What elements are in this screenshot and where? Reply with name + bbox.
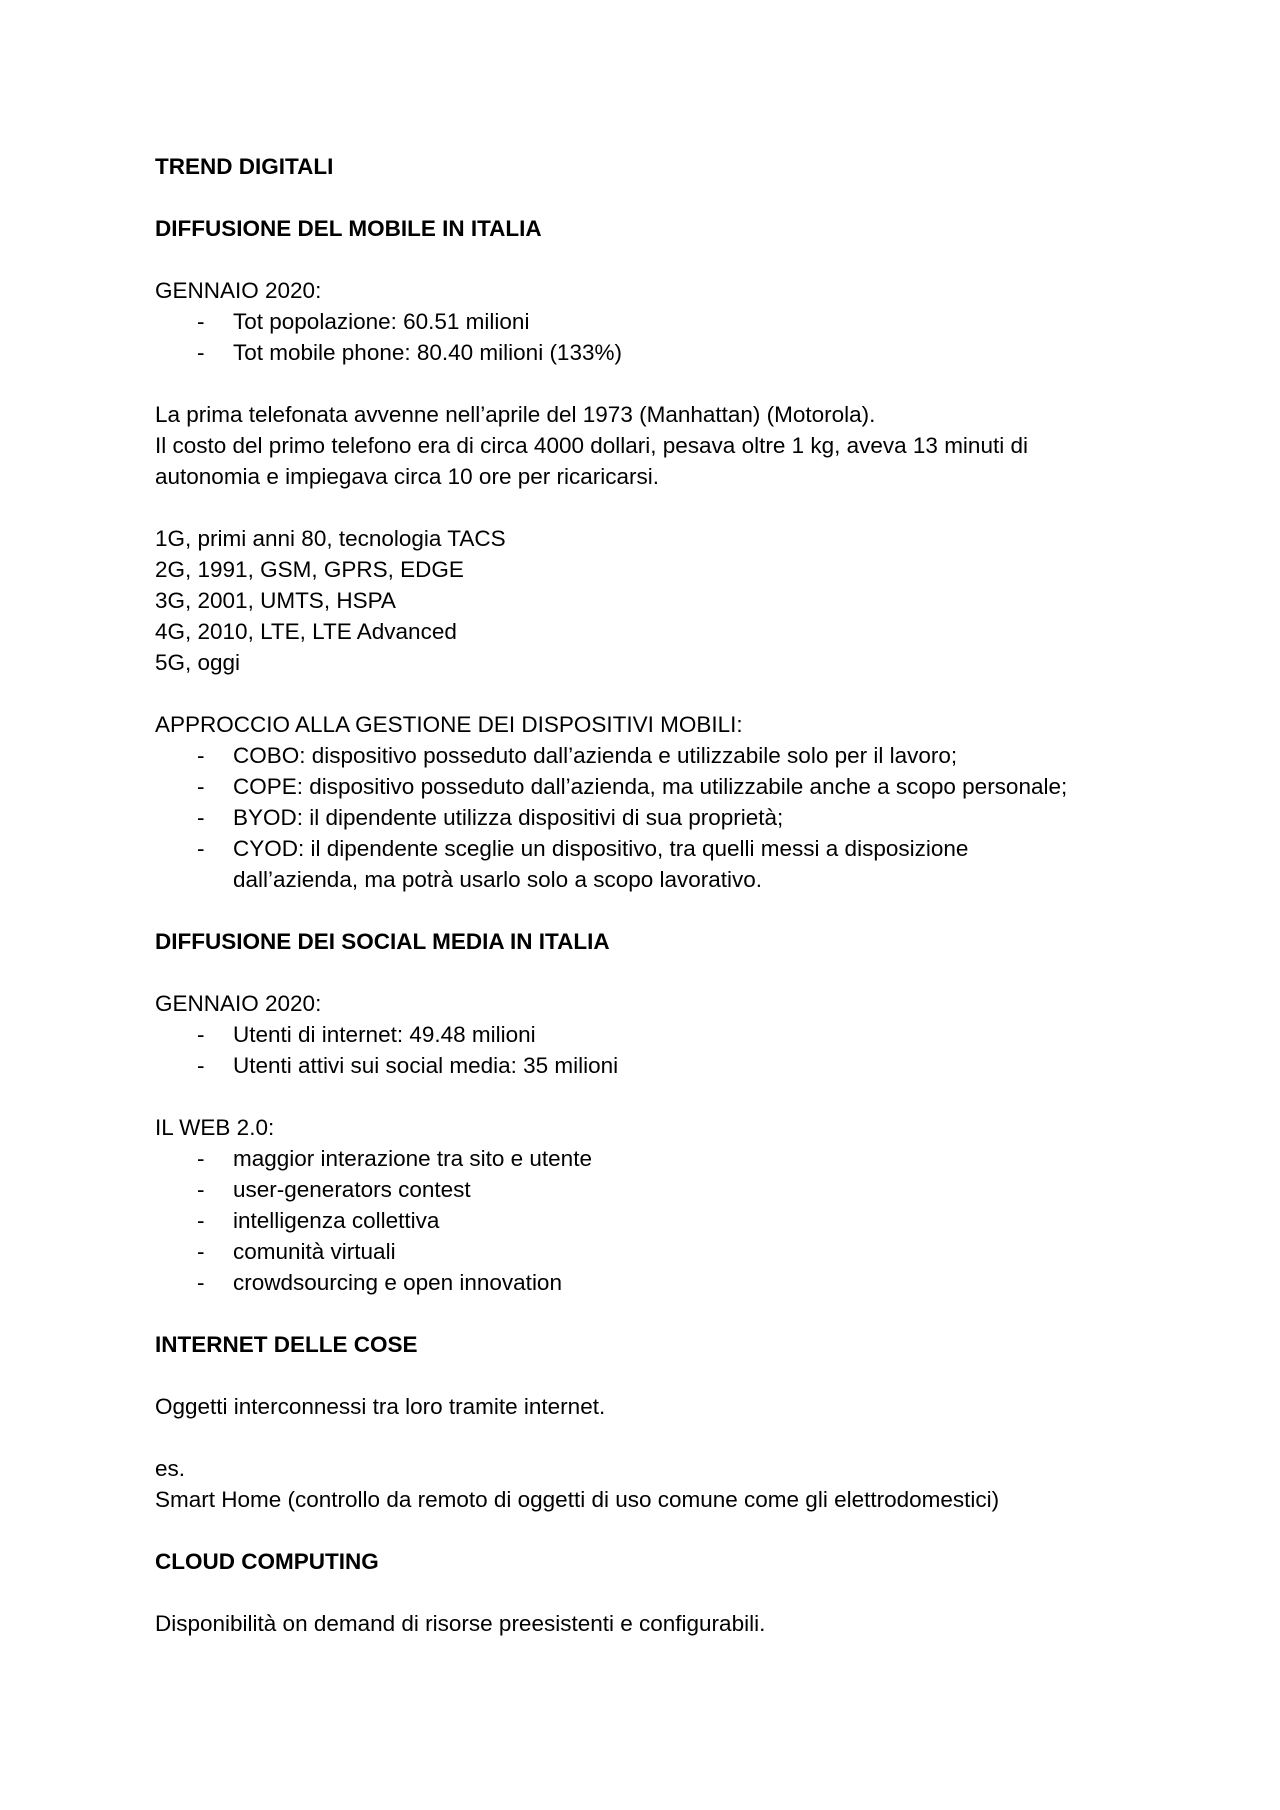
- list-item: - Utenti attivi sui social media: 35 milioni: [155, 1050, 1180, 1081]
- social-date-label: GENNAIO 2020:: [155, 991, 322, 1016]
- iot-heading: INTERNET DELLE COSE: [155, 1332, 418, 1357]
- generation-line: 3G, 2001, UMTS, HSPA: [155, 588, 396, 613]
- list-item: - COBO: dispositivo posseduto dall’azienda e utilizzabile solo per il lavoro;: [155, 740, 1180, 771]
- web-label: IL WEB 2.0:: [155, 1115, 275, 1140]
- approach-label: APPROCCIO ALLA GESTIONE DEI DISPOSITIVI MOBILI:: [155, 712, 743, 737]
- history-line: Il costo del primo telefono era di circa 4000 dollari, pesava oltre 1 kg, aveva 13 minuti di: [155, 433, 1028, 458]
- generation-line: 2G, 1991, GSM, GPRS, EDGE: [155, 557, 464, 582]
- mobile-heading: DIFFUSIONE DEL MOBILE IN ITALIA: [155, 216, 542, 241]
- list-item: - crowdsourcing e open innovation: [155, 1267, 1180, 1298]
- list-item: - Tot mobile phone: 80.40 milioni (133%): [155, 337, 1180, 368]
- social-heading: DIFFUSIONE DEI SOCIAL MEDIA IN ITALIA: [155, 929, 610, 954]
- list-item: - COPE: dispositivo posseduto dall’azienda, ma utilizzabile anche a scopo personale;: [155, 771, 1180, 802]
- list-item: - comunità virtuali: [155, 1236, 1180, 1267]
- mobile-date-label: GENNAIO 2020:: [155, 278, 322, 303]
- list-item: - user-generators contest: [155, 1174, 1180, 1205]
- document-title: TREND DIGITALI: [155, 154, 334, 179]
- list-item: - maggior interazione tra sito e utente: [155, 1143, 1180, 1174]
- history-line: autonomia e impiegava circa 10 ore per ricaricarsi.: [155, 464, 659, 489]
- generation-line: 5G, oggi: [155, 650, 241, 675]
- iot-example-label: es.: [155, 1456, 186, 1481]
- list-item: - Tot popolazione: 60.51 milioni: [155, 306, 1180, 337]
- mobile-stats-list: [155, 306, 1180, 368]
- cloud-description: Disponibilità on demand di risorse preesistenti e configurabili.: [155, 1611, 766, 1636]
- approach-list: [155, 740, 1180, 895]
- history-line: La prima telefonata avvenne nell’aprile del 1973 (Manhattan) (Motorola).: [155, 402, 876, 427]
- web-list: [155, 1143, 1180, 1298]
- generation-line: 4G, 2010, LTE, LTE Advanced: [155, 619, 457, 644]
- list-item: - CYOD: il dipendente sceglie un dispositivo, tra quelli messi a disposizione dall’azienda, ma potrà usarlo solo a scopo lavorativo.: [155, 833, 1180, 895]
- social-stats-list: [155, 1019, 1180, 1081]
- list-item: - intelligenza collettiva: [155, 1205, 1180, 1236]
- list-item: - BYOD: il dipendente utilizza dispositivi di sua proprietà;: [155, 802, 1180, 833]
- iot-example: Smart Home (controllo da remoto di oggetti di uso comune come gli elettrodomestici): [155, 1487, 1000, 1512]
- cloud-heading: CLOUD COMPUTING: [155, 1549, 379, 1574]
- iot-description: Oggetti interconnessi tra loro tramite internet.: [155, 1394, 606, 1419]
- list-item: - Utenti di internet: 49.48 milioni: [155, 1019, 1180, 1050]
- generation-line: 1G, primi anni 80, tecnologia TACS: [155, 526, 506, 551]
